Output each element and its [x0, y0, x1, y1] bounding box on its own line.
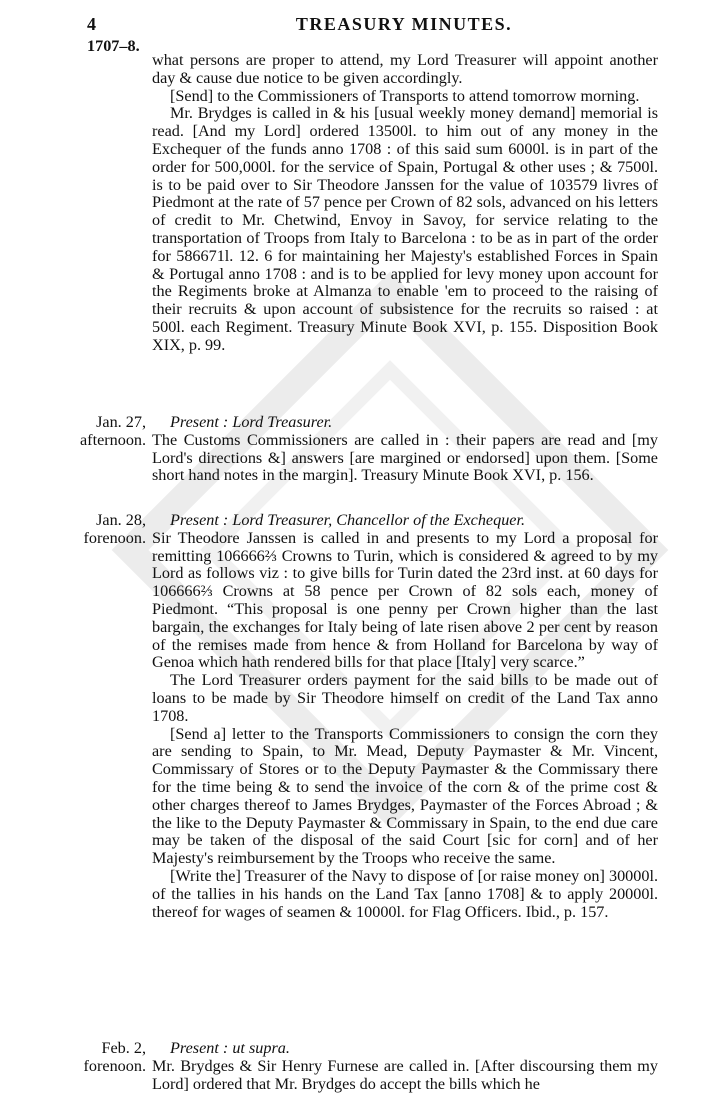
date-line: afternoon. — [80, 430, 147, 449]
year-marker: 1707–8. — [87, 37, 140, 55]
paragraph: Present : ut supra. — [170, 1039, 290, 1057]
entry-date — [80, 512, 146, 548]
paragraph: Present : Lord Treasurer. — [170, 413, 333, 431]
entry-body — [152, 52, 658, 355]
paragraph: [Send a] letter to the Transports Commissioners to consign the corn they are sending to Spain, to Mr. Mead, Deputy Paymaster & Mr. Vincent, Commissary of Stores or to the Deputy Paymaster & the Commissary there for the time being & to send the invoice of the corn & of the prime cost & other charges thereof to James Brydges, Paymaster of the Forces Abroad ; & the like to the Deputy Paymaster & Commissary in Spain, to the end due care may be taken of the disposal of the said Court [sic for corn] and of her Majesty's reimbursement by the Troops who receive the same. — [152, 724, 658, 868]
date-line: Jan. 28, — [96, 511, 146, 529]
paragraph: The Customs Commissioners are called in : their papers are read and [my Lord's directions &] answers [are margined or endorsed] upon them. [Some short hand notes in the margin]. Treasury Minute Book XVI, p. 156. — [152, 430, 658, 485]
paragraph: what persons are proper to attend, my Lord Treasurer will appoint another day & cause due notice to be given accordingly. — [152, 51, 658, 87]
paragraph: [Write the] Treasurer of the Navy to dispose of [or raise money on] 30000l. of the tallies in his hands on the Land Tax [anno 1708] & to apply 20000l. thereof for wages of seamen & 10000l. for Flag Officers. Ibid., p. 157. — [152, 866, 658, 921]
paragraph: [Send] to the Commissioners of Transports to attend tomorrow morning. — [170, 86, 640, 105]
page-number: 4 — [87, 14, 96, 34]
date-line: Jan. 27, — [96, 413, 146, 431]
entry-date — [80, 1040, 146, 1076]
entry-date — [80, 414, 146, 450]
entry-body — [152, 1040, 658, 1093]
date-line: forenoon. — [83, 1056, 146, 1075]
entry-body — [152, 414, 658, 485]
paragraph: Sir Theodore Janssen is called in and presents to my Lord a proposal for remitting 106666⅔ Crowns to Turin, which is considered & agreed to by my Lord as follows viz : to give bills for Turin dated the 23rd inst. at 60 days for 106666⅔ Crowns at 58 pence per Crown of 82 sols each, money of Piedmont. “This proposal is one penny per Crown higher than the last bargain, the exchanges for Italy being of late risen above 2 per cent by reason of the remises made from hence & from Holland for Barcelona by way of Genoa which hath rendered bills for that place [Italy] very scarce.” — [152, 528, 658, 672]
date-line: Feb. 2, — [101, 1039, 146, 1057]
paragraph: Mr. Brydges & Sir Henry Furnese are called in. [After discoursing them my Lord] ordered that Mr. Brydges do accept the bills which he — [152, 1056, 658, 1093]
running-title: TREASURY MINUTES. — [295, 14, 513, 34]
entry-body — [152, 512, 658, 921]
paragraph: Mr. Brydges is called in & his [usual weekly money demand] memorial is read. [And my Lord] ordered 13500l. to him out of any money in the Exchequer of the funds anno 1708 : of this said sum 6000l. is in part of the order for 500,000l. for the service of Spain, Portugal & other uses ; & 7500l. is to be paid over to Sir Theodore Janssen for the value of 103579 livres of Piedmont at the rate of 57 pence per Crown of 82 sols, advanced on his letters of credit to Mr. Chetwind, Envoy in Savoy, for service relating to the transportation of Troops from Italy to Barcelona : to be as in part of the order for 586671l. 12. 6 for maintaining her Majesty's established Forces in Spain & Portugal anno 1708 : and is to be applied for levy money upon account for the Regiments broke at Almanza to enable 'em to proceed to the raising of their recruits & upon account of subsistence for the recruits so raised : at 500l. each Regiment. Treasury Minute Book XVI, p. 155. Disposition Book XIX, p. 99. — [152, 104, 658, 354]
paragraph: The Lord Treasurer orders payment for the said bills to be made out of loans to be made by Sir Theodore himself on credit of the Land Tax anno 1708. — [152, 671, 658, 725]
paragraph: Present : Lord Treasurer, Chancellor of the Exchequer. — [170, 511, 526, 529]
date-line: forenoon. — [83, 528, 146, 547]
